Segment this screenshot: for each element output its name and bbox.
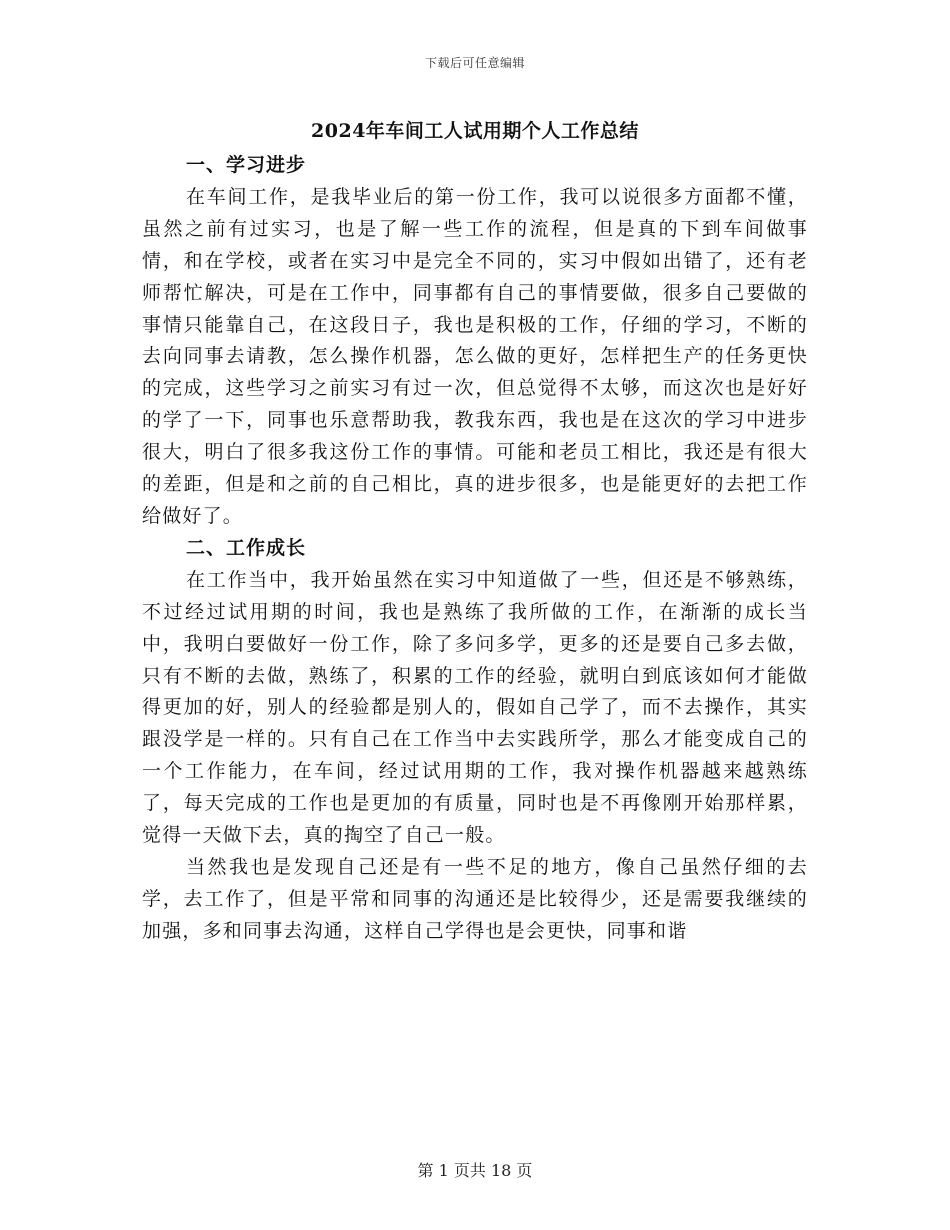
section-learning-progress bbox=[142, 150, 808, 533]
header-note: 下载后可任意编辑 bbox=[424, 56, 525, 70]
section-heading: 一、学习进步 bbox=[186, 154, 307, 176]
page-number: 第 1 页共 18 页 bbox=[417, 1161, 533, 1180]
paragraph: 当然我也是发现自己还是有一些不足的地方，像自己虽然仔细的去学，去工作了，但是平常和同事的沟通还是比较得少，还是需要我继续的加强，多和同事去沟通，这样自己学得也是会更快，同事和谐 bbox=[142, 855, 808, 942]
paragraph: 在车间工作，是我毕业后的第一份工作，我可以说很多方面都不懂，虽然之前有过实习，也是了解一些工作的流程，但是真的下到车间做事情，和在学校，或者在实习中是完全不同的，实习中假如出错了，还有老师帮忙解决，可是在工作中，同事都有自己的事情要做，很多自己要做的事情只能靠自己，在这段日子，我也是积极的工作，仔细的学习，不断的去向同事去请教，怎么操作机器，怎么做的更好，怎样把生产的任务更快的完成，这些学习之前实习有过一次，但总觉得不太够，而这次也是好好的学了一下，同事也乐意帮助我，教我东西，我也是在这次的学习中进步很大，明白了很多我这份工作的事情。可能和老员工相比，我还是有很大的差距，但是和之前的自己相比，真的进步很多，也是能更好的去把工作给做好了。 bbox=[142, 185, 808, 527]
document-title: 2024年车间工人试用期个人工作总结 bbox=[311, 120, 639, 142]
document-body bbox=[142, 150, 808, 948]
section-work-growth bbox=[142, 533, 808, 948]
paragraph: 在工作当中，我开始虽然在实习中知道做了一些，但还是不够熟练，不过经过试用期的时间，我也是熟练了我所做的工作，在渐渐的成长当中，我明白要做好一份工作，除了多问多学，更多的还是要自己多去做，只有不断的去做，熟练了，积累的工作的经验，就明白到底该如何才能做得更加的好，别人的经验都是别人的，假如自己学了，而不去操作，其实跟没学是一样的。只有自己在工作当中去实践所学，那么才能变成自己的一个工作能力，在车间，经过试用期的工作，我对操作机器越来越熟练了，每天完成的工作也是更加的有质量，同时也是不再像刚开始那样累，觉得一天做下去，真的掏空了自己一般。 bbox=[142, 568, 808, 847]
section-heading: 二、工作成长 bbox=[186, 536, 307, 559]
